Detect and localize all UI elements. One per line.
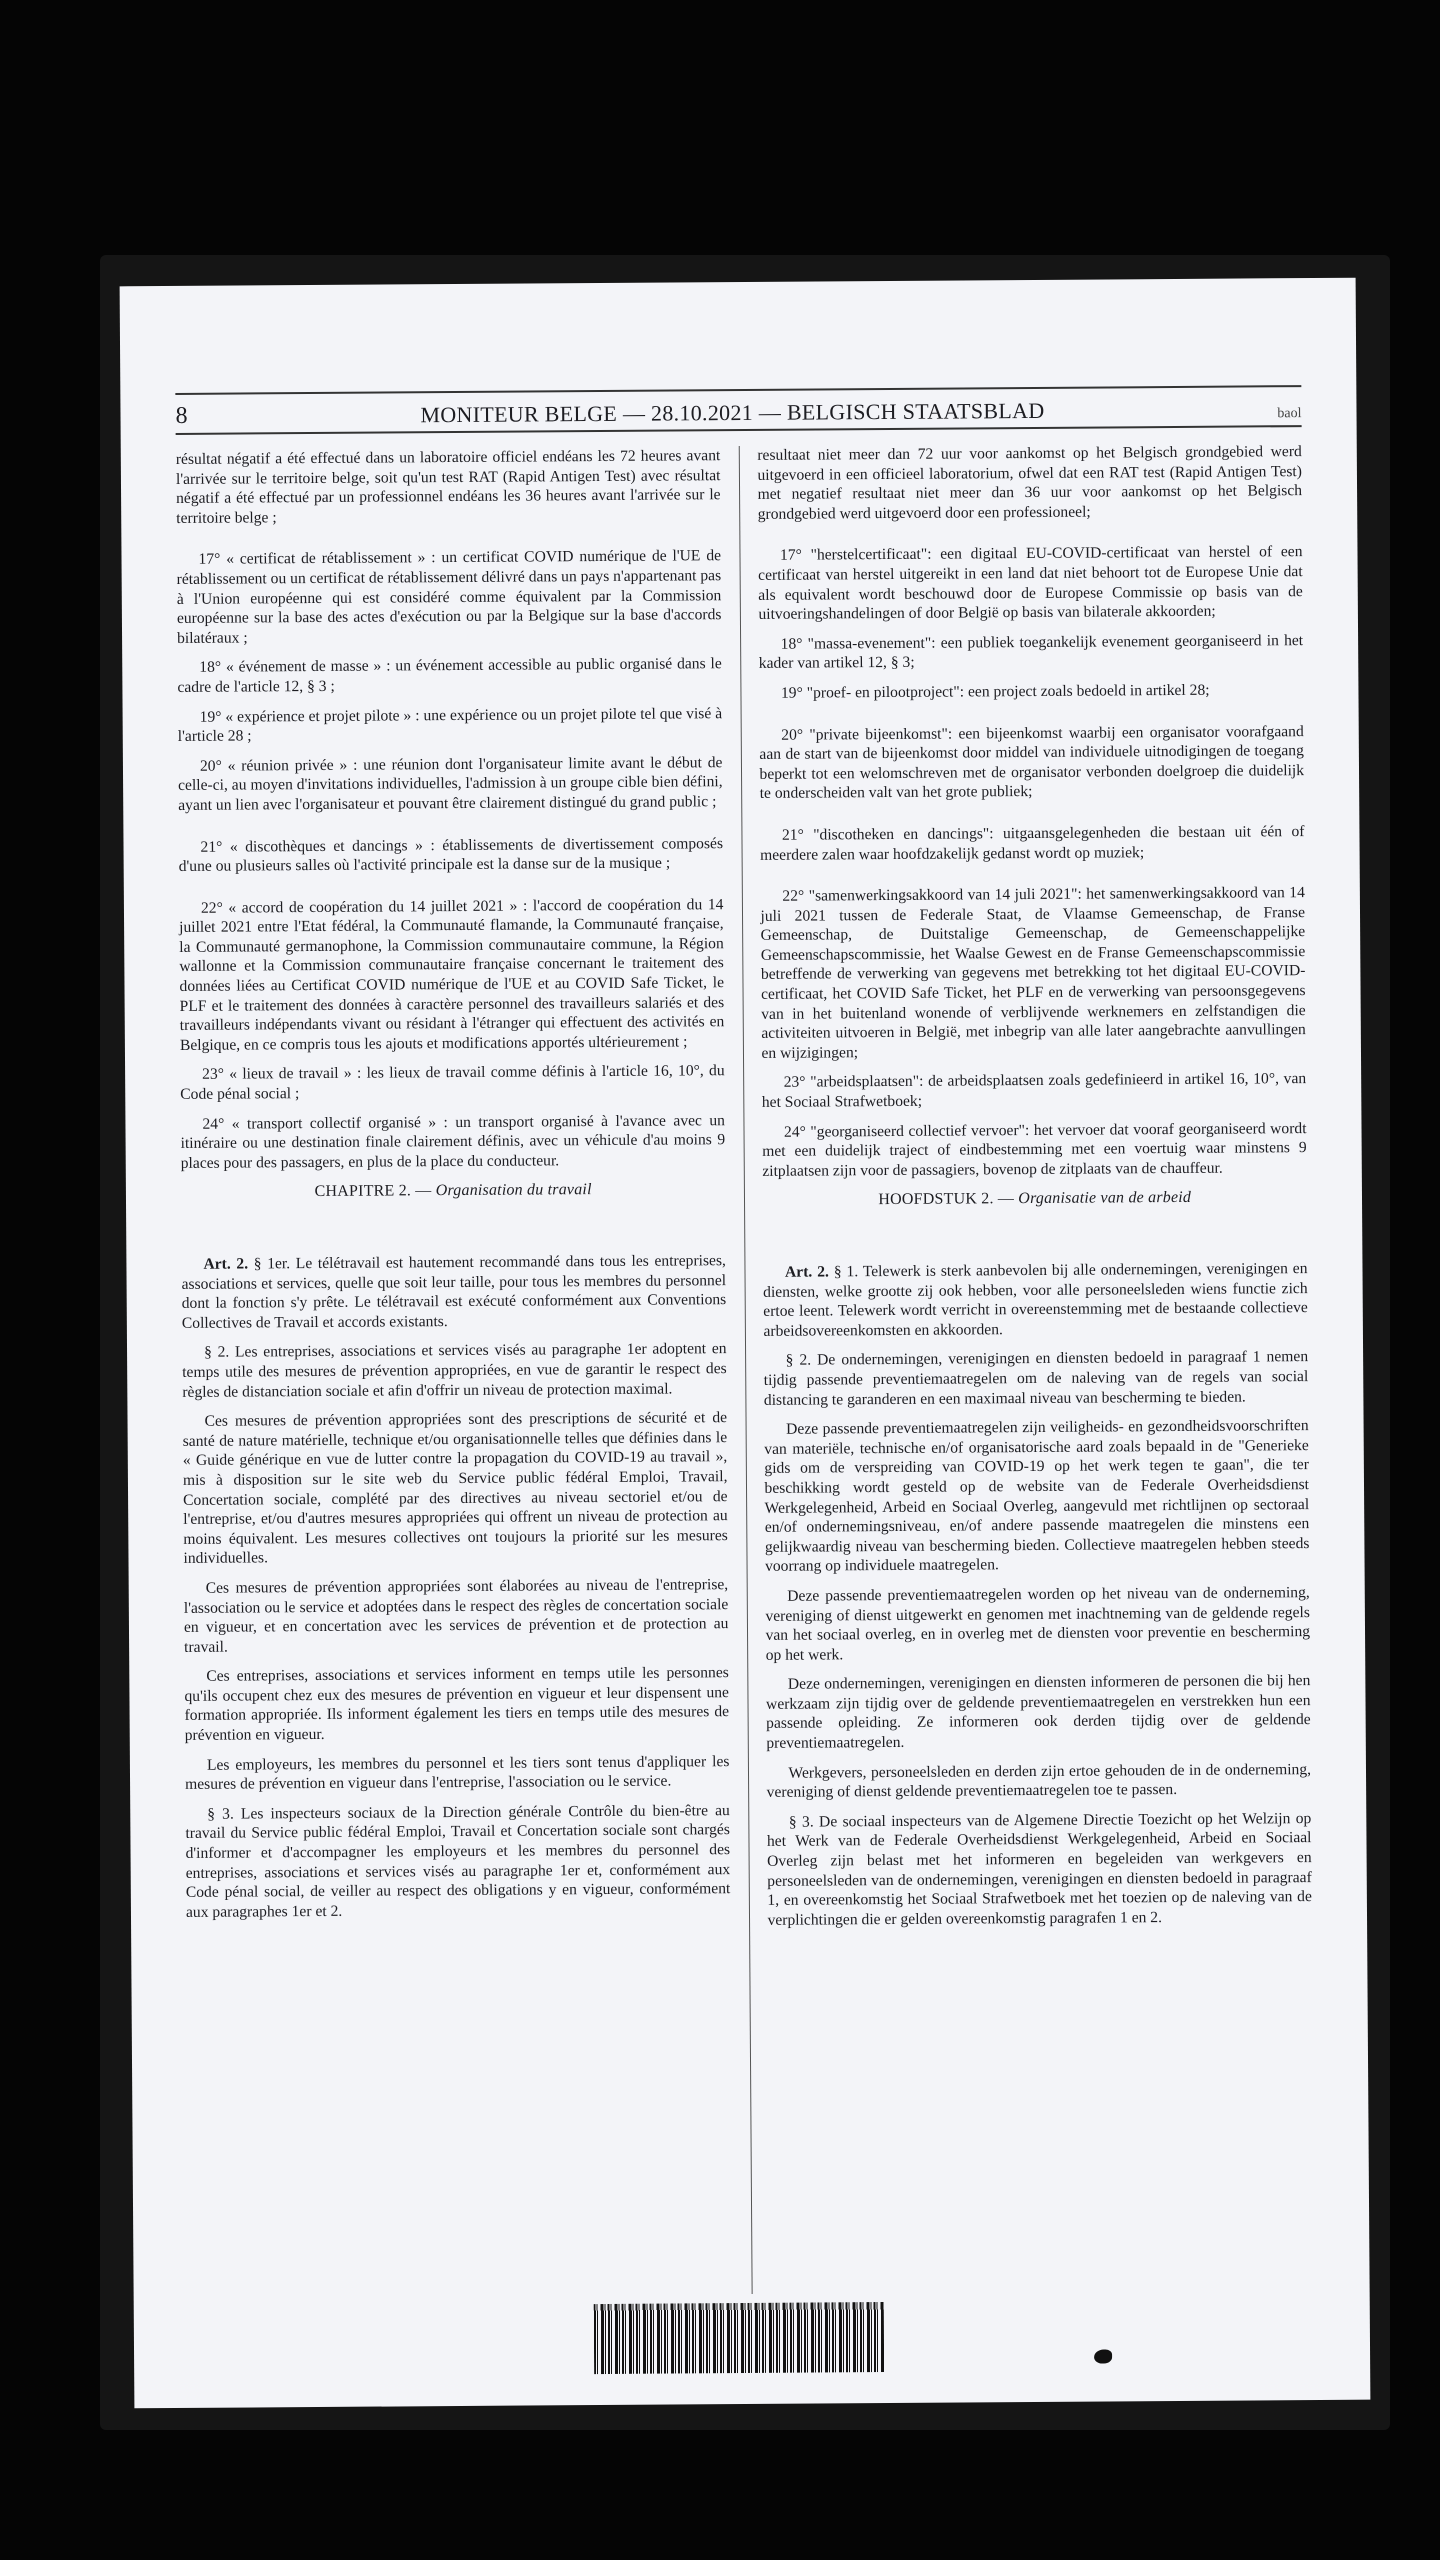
- nl-definition-17: 17° "herstelcertificaat": een digitaal EU-COVID-certificaat van herstel of een certificaat van herstel uitgereikt in een land dat niet behoort tot de Europese Unie dat als equivalent wordt beschouwd door de Europese Commissie op basis van de uitvoeringshandelingen of door België op basis van bilaterale akkoorden;: [758, 543, 1303, 624]
- fr-definition-23: 23° « lieux de travail » : les lieux de travail comme définis à l'article 16, 10°, du Code pénal social ;: [180, 1062, 725, 1103]
- fr-definition-24: 24° « transport collectif organisé » : un transport organisé à l'avance avec un itinéraire ou une destination finale clairement définis, avec un véhicule d'au moins 9 places pour des passagers, en plus de la place du conducteur.: [180, 1111, 726, 1172]
- nl-paragraph-continuation: resultaat niet meer dan 72 uur voor aankomst op het Belgisch grondgebied werd uitgevoerd in een officieel laboratorium, ofwel dat een RAT test (Rapid Antigen Test) met negatief resultaat niet meer dan 36 uur voor aankomst op het Belgisch grondgebied werd uitgevoerd door een professioneel;: [757, 443, 1303, 523]
- barcode: [594, 2302, 884, 2374]
- fr-article-label: Art. 2.: [203, 1255, 249, 1273]
- fr-definition-21: 21° « discothèques et dancings » : établissements de divertissement composés d'une ou plusieurs salles où l'activité principale est la danse sur de la musique ;: [178, 834, 724, 876]
- publication-title: MONITEUR BELGE — 28.10.2021 — BELGISCH STAATSBLAD: [420, 397, 1045, 428]
- nl-chapter-title: Organisatie van de arbeid: [1018, 1189, 1192, 1208]
- nl-article-2-par-6: Werkgevers, personeelsleden en derden zijn ertoe gehouden de in de onderneming, vereniging of dienst geldende preventiemaatregelen toe te passen.: [766, 1760, 1312, 1802]
- nl-chapter-heading: [762, 1187, 1307, 1210]
- fr-chapter-label: CHAPITRE 2. —: [314, 1182, 432, 1201]
- fr-article-2-par-1: [181, 1251, 726, 1333]
- nl-article-2-par-4: Deze passende preventiemaatregelen worden op het niveau van de onderneming, vereniging of dienst uitgewerkt en genomen met inachtneming van de geldende regels van het sociaal overleg, en in overleg met de diensten voor preventie en bescherming op het werk.: [765, 1583, 1311, 1664]
- nl-article-2-par-5: Deze ondernemingen, verenigingen en diensten informeren de personen die bij hen werkzaam zijn tijdig over de geldende preventiemaatregelen en verstrekken hun een passende opleiding. Ze informeren ook derden tijdig over de geldende preventiemaatregelen.: [765, 1672, 1311, 1752]
- nl-article-2-par-1-text: § 1. Telewerk is sterk aanbevolen bij alle ondernemingen, verenigingen en diensten, welke grootte zij ook hebben, voor alle personeelsleden wiens functie zich ertoe leent. Telewerk wordt verricht in overeenstemming met de bestaande collectieve arbeidsovereenkomsten en akkoorden.: [763, 1260, 1308, 1340]
- nl-article-label: Art. 2.: [784, 1263, 829, 1281]
- header-code: baol: [1277, 406, 1302, 422]
- nl-definition-23: 23° "arbeidsplaatsen": de arbeidsplaatsen zoals gedefinieerd in artikel 16, 10°, van het Sociaal Strafwetboek;: [761, 1070, 1307, 1111]
- page-number: 8: [175, 402, 188, 429]
- fr-paragraph-continuation: résultat négatif a été effectué dans un laboratoire officiel endéans les 72 heures avant l'arrivée sur le territoire belge, soit qu'un test RAT (Rapid Antigen Test) avec résultat négatif a été effectué par un professionnel endéans les 36 heures avant l'arrivée sur le territoire belge ;: [175, 447, 721, 527]
- nl-definition-19: 19° "proef- en pilootproject": een project zoals bedoeld in artikel 28;: [780, 681, 1210, 702]
- fr-definition-20: 20° « réunion privée » : une réunion dont l'organisateur limite avant le début de celle-ci, au moyen d'invitations individuelles, l'admission à un groupe cible bien défini, ayant un lien avec l'organisateur et pouvant être clairement distingué du grand public ;: [178, 753, 723, 814]
- fr-chapter-title: Organisation du travail: [435, 1181, 592, 1200]
- nl-definition-21: 21° "discotheken en dancings": uitgaansgelegenheden die bestaan uit één of meerdere zalen waar hoofdzakelijk gedanst wordt op muziek;: [760, 822, 1305, 864]
- nl-definition-18: 18° "massa-evenement": een publiek toegankelijk evenement georganiseerd in het kader van artikel 12, § 3;: [758, 631, 1304, 673]
- fr-chapter-heading: [181, 1180, 726, 1203]
- dutch-column: [739, 442, 1314, 2294]
- nl-article-2-par-3: Deze passende preventiemaatregelen zijn veiligheids- en gezondheidsvoorschriften van materiële, technische en/of organisatorische aard zoals bepaald in de "Generieke gids om de verspreiding van COVID-19 op het werk tegen te gaan", die ter beschikking wordt gesteld op de website van de Federale Overheidsdienst Werkgelegenheid, Arbeid en Sociaal Overleg, aangevuld met richtlijnen op sectoraal en/of ondernemingsniveau, en/of andere passende maatregelen die minstens een gelijkwaardig niveau van bescherming bieden. Collectieve maatregelen hebben steeds voorrang op individuele maatregelen.: [764, 1417, 1310, 1576]
- page-header: [175, 391, 1301, 435]
- fr-article-2-par-1-text: § 1er. Le télétravail est hautement recommandé dans tous les entreprises, associations et services, quelle que soit leur taille, pour tous les membres du personnel dont la fonction s'y prête. Le télétravail est exécuté conformément aux Conventions Collectives de Travail et accords existants.: [181, 1252, 727, 1332]
- nl-chapter-label: HOOFDSTUK 2. —: [878, 1190, 1015, 1209]
- fr-definition-18: 18° « événement de masse » : un événement accessible au public organisé dans le cadre de l'article 12, § 3 ;: [177, 655, 722, 696]
- fr-definition-22: 22° « accord de coopération du 14 juillet 2021 » : l'accord de coopération du 14 juillet 2021 entre l'Etat fédéral, la Communauté flamande, la Communauté française, la Communauté germanophone, la Commission communautaire commune, la Région wallonne et la Commission communautaire française concernant le traitement des données liées au Certificat COVID numérique de l'UE et au COVID Safe Ticket, le PLF et le traitement des données à caractère personnel des travailleurs salariés et des travailleurs indépendants vivant ou résidant à l'étranger qui effectuent des activités en Belgique, en ce compris tous les ajouts et modifications apportés ultérieurement ;: [179, 895, 725, 1054]
- fr-article-2-par-5: Ces entreprises, associations et services informent en temps utile les personnes qu'ils occupent chez eux des mesures de prévention en vigueur et leur dispensent une formation appropriée. Ils informent également les tiers en temps utile des mesures de prévention en vigueur.: [184, 1664, 730, 1744]
- nl-definition-20: 20° "private bijeenkomst": een bijeenkomst waarbij een organisator voorafgaand aan de start van de bijeenkomst door middel van individuele uitnodigingen de toegang beperkt tot een welomschreven met de organisator verbonden doelgroep die duidelijk te onderscheiden valt van het grote publiek;: [759, 722, 1305, 803]
- nl-article-2-par-2: § 2. De ondernemingen, verenigingen en diensten bedoeld in paragraaf 1 nemen tijdig passende preventiemaatregelen om de naleving van de regels van social distancing te garanderen en een maximaal niveau van bescherming te bieden.: [763, 1348, 1309, 1409]
- ink-spot: [1094, 2349, 1112, 2363]
- french-column: [176, 446, 752, 2298]
- fr-article-2-par-2: § 2. Les entreprises, associations et services visés au paragraphe 1er adoptent en temps utile des mesures de prévention appropriées, en vue de garantir le respect des règles de distanciation sociale et afin d'offrir un niveau de protection maximal.: [182, 1340, 727, 1401]
- fr-article-2-par-4: Ces mesures de prévention appropriées sont élaborées au niveau de l'entreprise, l'association ou le service et adoptées dans le respect des règles de concertation sociale en vigueur, et en concertation avec les services de prévention et de protection au travail.: [183, 1576, 729, 1656]
- two-column-body: [176, 442, 1315, 2298]
- fr-article-2-par-6: Les employeurs, les membres du personnel et les tiers sont tenus d'appliquer les mesures de prévention en vigueur dans l'entreprise, l'association ou le service.: [185, 1752, 730, 1794]
- fr-definition-19: 19° « expérience et projet pilote » : une expérience ou un projet pilote tel que visé à l'article 28 ;: [177, 704, 723, 746]
- nl-definition-24: 24° "georganiseerd collectief vervoer": het vervoer dat vooraf georganiseerd wordt met een duidelijk traject of eindbestemming met een voertuig waar minstens 9 zitplaatsen zijn voor de passagiers, bovenop de zitplaats van de chauffeur.: [762, 1119, 1307, 1180]
- fr-article-2-par-3: Ces mesures de prévention appropriées sont des prescriptions de sécurité et de santé de nature matérielle, technique et/ou organisationnelle telles que définies dans le « Guide générique en vue de lutter contre la propagation du COVID-19 au travail », mis à disposition sur le site web du Service public fédéral Emploi, Travail, Concertation sociale, complété par des directives au niveau sectoriel et/ou de l'entreprise, et/ou d'autres mesures appropriées qui offrent un niveau de protection au moins équivalent. Les mesures collectives ont toujours la priorité sur les mesures individuelles.: [182, 1409, 728, 1568]
- nl-definition-22: 22° "samenwerkingsakkoord van 14 juli 2021": het samenwerkingsakkoord van 14 juli 2021 tussen de Federale Staat, de Vlaamse Gemeenschap, de Franse Gemeenschap, de Duitstalige Gemeenschap, de Gemeenschappelijke Gemeenschapscommissie, het Waalse Gewest en de Franse Gemeenschapscommissie betreffende de verwerking van gegevens met betrekking tot het digitaal EU-COVID-certificaat, het COVID Safe Ticket, het PLF en de verwerking van persoonsgegevens van in het buitenland wonende of verblijvende werknemers en zelfstandigen die activiteiten uitvoeren in België, met inbegrip van alle later aangebrachte aanvullingen en wijzigingen;: [760, 884, 1306, 1062]
- nl-article-2-par-1: [763, 1259, 1308, 1341]
- document-page: [120, 278, 1371, 2409]
- fr-definition-17: 17° « certificat de rétablissement » : un certificat COVID numérique de l'UE de rétablissement ou un certificat de rétablissement délivré dans un pays n'appartenant pas à l'Union européenne qui est considéré comme équivalent par la Commission européenne sur la base des actes d'exécution ou par la Belgique sur la base d'accords bilatéraux ;: [176, 547, 722, 647]
- nl-article-2-par-7: § 3. De sociaal inspecteurs van de Algemene Directie Toezicht op het Welzijn op het Werk van de Federale Overheidsdienst Werkgelegenheid, Arbeid en Sociaal Overleg zijn belast met het informeren en begeleiden van werkgevers en personeelsleden van de ondernemingen, verenigingen en diensten bedoeld in paragraaf 1, en overeenkomstig het Sociaal Strafwetboek met het toezien op de naleving van de verplichtingen die er gelden overeenkomstig paragrafen 1 en 2.: [766, 1809, 1312, 1929]
- fr-article-2-par-7: § 3. Les inspecteurs sociaux de la Direction générale Contrôle du bien-être au travail du Service public fédéral Emploi, Travail et Concertation sociale sont chargés d'informer et d'accompagner les employeurs et les membres du personnel des entreprises, associations et services visés au paragraphe 1er et, conformément aux Code pénal social, de veiller au respect des obligations y en vigueur, conformément aux paragraphes 1er et 2.: [185, 1801, 731, 1921]
